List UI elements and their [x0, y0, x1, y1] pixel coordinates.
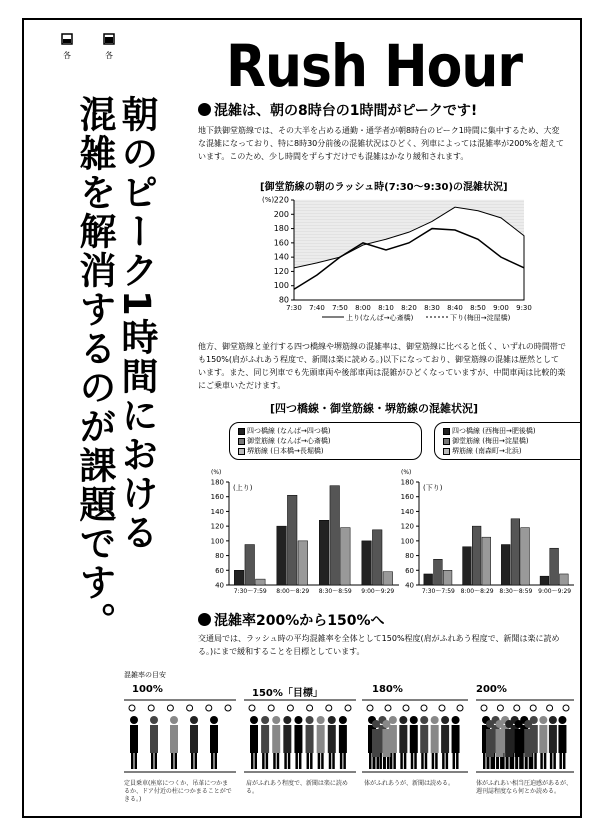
person-head-icon [150, 716, 158, 724]
person-head-icon [420, 716, 428, 724]
person-leg-icon [516, 757, 519, 769]
person-leg-icon [563, 753, 566, 769]
chart1-ytick-label: 120 [273, 266, 289, 276]
legend-line-name: 御堂筋線 [452, 437, 480, 445]
person-leg-icon [559, 753, 562, 769]
chart1-ytick-label: 140 [273, 252, 289, 262]
scene-tag-100: 100% [132, 684, 163, 695]
chart1-legend-up: 上り(なんば→心斎橋) [346, 314, 414, 322]
person-body-icon [272, 725, 280, 753]
strap-icon [268, 705, 274, 711]
chart1-xtick-label: 7:40 [309, 304, 325, 312]
person-body-icon [524, 729, 532, 757]
legend-route: (西梅田→肥後橋) [482, 427, 536, 435]
person-leg-icon [310, 753, 313, 769]
person-leg-icon [529, 757, 532, 769]
strap-icon [206, 705, 212, 711]
bar-ytick-label: 140 [210, 507, 224, 516]
person-body-icon [382, 729, 390, 757]
person-body-icon [496, 729, 504, 757]
person-body-icon [261, 725, 269, 753]
person-body-icon [539, 725, 547, 753]
person-leg-icon [519, 757, 522, 769]
strap-icon [563, 705, 569, 711]
bar-ytick-label: 60 [405, 566, 414, 575]
person-body-icon [441, 725, 449, 753]
person-leg-icon [387, 757, 390, 769]
scene-caption-100: 定員乗車(座席につくか、吊革につかまるか、ドア付近の柱につかまることができる。) [124, 780, 232, 803]
legend-route: (梅田→淀屋橋) [482, 437, 529, 445]
person-body-icon [549, 725, 557, 753]
person-leg-icon [453, 753, 456, 769]
strap-icon [307, 705, 313, 711]
person-leg-icon [383, 757, 386, 769]
scene-tag-200: 200% [476, 684, 507, 695]
bar-ytick-label: 100 [210, 537, 224, 546]
legend-route: (南森町→北浜) [475, 447, 522, 455]
person-leg-icon [510, 757, 512, 769]
person-head-icon [272, 716, 280, 724]
person-leg-icon [266, 753, 269, 769]
chart1-ytick-label: 100 [273, 281, 289, 291]
person-leg-icon [255, 753, 258, 769]
person-head-icon [261, 716, 269, 724]
bar-ytick-label: 80 [215, 552, 224, 561]
person-leg-icon [393, 753, 396, 769]
person-leg-icon [525, 757, 528, 769]
bar-ytick-label: 120 [210, 522, 224, 531]
person-body-icon [505, 729, 513, 757]
bar-xtick-label: 8:00〜8:29 [460, 588, 494, 595]
person-head-icon [431, 716, 439, 724]
chart1-xtick-label: 9:30 [516, 304, 532, 312]
person-head-icon [515, 720, 523, 728]
person-leg-icon [544, 753, 547, 769]
strap-icon [187, 705, 193, 711]
legend-line-name: 四つ橋線 [247, 427, 275, 435]
person-head-icon [372, 720, 380, 728]
person-head-icon [486, 720, 494, 728]
bar-ytick-label: 100 [400, 537, 414, 546]
poster-page [22, 18, 582, 818]
strap-icon [326, 705, 332, 711]
person-body-icon [283, 725, 291, 753]
section1-body: 地下鉄御堂筋線では、その大半を占める通勤・通学者が朝8時台のピーク1時間に集中するため、大変な混雑になっており、特に8時30分前後の混雑状況はひどく、列車によっては混雑率が200%を超えています。このため、少し時間をずらすだけでも混雑はかなり緩和されます。 [198, 126, 564, 161]
person-body-icon [515, 729, 523, 757]
chart1-xtick-label: 7:30 [286, 304, 302, 312]
person-leg-icon [435, 753, 438, 769]
person-leg-icon [404, 753, 407, 769]
chart1-ytick-label: 160 [273, 238, 289, 248]
legend-line-name: 堺筋線 [247, 447, 268, 455]
vertical-title-line-1: 朝のピーク1時間における [115, 95, 158, 552]
person-leg-icon [553, 753, 556, 769]
section3-body: 交通局では、ラッシュ時の平均混雑率を全体として150%程度(肩がふれあう程度で、新聞は楽に読める。)にまで緩和することを目標としています。 [198, 634, 560, 656]
person-leg-icon [534, 753, 537, 769]
section1-headline-text: 混雑は、朝の8時台の1時間がピークです! [214, 103, 478, 119]
strap-icon [367, 705, 373, 711]
strap-icon [457, 705, 463, 711]
legend-route: (日本橋→長堀橋) [270, 447, 324, 455]
bar-xtick-label: 7:30〜7:59 [421, 588, 455, 595]
bar-ytick-label: 40 [405, 581, 414, 590]
scenes-label: 混雑率の目安 [124, 671, 166, 679]
person-head-icon [524, 720, 532, 728]
person-head-icon [283, 716, 291, 724]
person-head-icon [190, 716, 198, 724]
person-leg-icon [340, 753, 343, 769]
chart1-xtick-label: 8:50 [470, 304, 486, 312]
bar-xtick-label: 9:00〜9:29 [538, 588, 572, 595]
bar-ytick-label: 140 [400, 507, 414, 516]
legend-line-name: 堺筋線 [452, 447, 473, 455]
chart1-unit-label: (%) [262, 196, 275, 204]
bar-chart-title: (上り) [233, 484, 253, 492]
chart2-title: [四つ橋線・御堂筋線・堺筋線の混雑状況] [270, 402, 479, 415]
strap-icon [530, 705, 536, 711]
person-head-icon [496, 720, 504, 728]
person-leg-icon [321, 753, 324, 769]
strap-icon [481, 705, 487, 711]
strap-icon [547, 705, 553, 711]
person-head-icon [294, 716, 302, 724]
bar-ytick-label: 180 [400, 478, 414, 487]
icon-caption-1: 各 [63, 51, 71, 60]
icon-caption-2: 各 [105, 51, 113, 60]
person-head-icon [317, 716, 325, 724]
legend-route: (なんば→四つ橋) [277, 427, 331, 435]
person-leg-icon [421, 753, 424, 769]
strap-icon [403, 705, 409, 711]
person-leg-icon [456, 753, 459, 769]
page-title: Rush Hour [225, 33, 523, 101]
bar-xtick-label: 7:30〜7:59 [233, 588, 267, 595]
person-leg-icon [307, 753, 310, 769]
bar-ytick-label: 40 [215, 581, 224, 590]
person-body-icon [486, 729, 494, 757]
person-leg-icon [411, 753, 414, 769]
person-body-icon [294, 725, 302, 753]
chart1-legend-down: 下り(梅田→淀屋橋) [450, 314, 511, 322]
section2-body: 他方、御堂筋線と並行する四つ橋線や堺筋線の混雑率は、御堂筋線に比べると低く、いずれの時間帯でも150%(肩がふれあう程度で、新聞は楽に読める。)以下になっており、御堂筋線の混雑は歴然としています。また、同じ列車でも先頭車両や後部車両は混雑がひどくなっていますが、中間車両は比較的楽にご乗車いただけます。 [198, 342, 566, 390]
person-leg-icon [135, 753, 138, 769]
person-leg-icon [414, 753, 417, 769]
strap-icon [167, 705, 173, 711]
person-leg-icon [318, 753, 321, 769]
scene-caption-150: 肩がふれあう程度で、新聞は楽に読める。 [246, 780, 348, 795]
person-head-icon [250, 716, 258, 724]
person-head-icon [441, 716, 449, 724]
person-leg-icon [215, 753, 218, 769]
person-head-icon [210, 716, 218, 724]
bar-ytick-label: 160 [400, 493, 414, 502]
chart1-xtick-label: 8:00 [355, 304, 371, 312]
person-leg-icon [262, 753, 265, 769]
strap-icon [287, 705, 293, 711]
person-leg-icon [288, 753, 291, 769]
person-leg-icon [273, 753, 276, 769]
person-leg-icon [171, 753, 174, 769]
person-head-icon [399, 716, 407, 724]
person-body-icon [317, 725, 325, 753]
person-leg-icon [131, 753, 134, 769]
person-body-icon [420, 725, 428, 753]
bar-xtick-label: 8:00〜8:29 [276, 588, 310, 595]
person-body-icon [250, 725, 258, 753]
person-leg-icon [151, 753, 154, 769]
person-body-icon [190, 725, 198, 753]
person-body-icon [410, 725, 418, 753]
bar-xtick-label: 9:00〜9:29 [361, 588, 395, 595]
person-head-icon [339, 716, 347, 724]
bar-ytick-label: 60 [215, 566, 224, 575]
legend-line-name: 御堂筋線 [247, 437, 275, 445]
person-leg-icon [277, 753, 280, 769]
bar-chart-title: (下り) [423, 484, 443, 492]
person-leg-icon [487, 757, 490, 769]
person-head-icon [505, 720, 513, 728]
vertical-title-line-2: 混雑を解消するのが課題です。 [73, 95, 116, 641]
person-leg-icon [299, 753, 302, 769]
person-leg-icon [400, 753, 403, 769]
person-head-icon [539, 716, 547, 724]
person-head-icon [549, 716, 557, 724]
person-body-icon [339, 725, 347, 753]
person-head-icon [410, 716, 418, 724]
strap-icon [148, 705, 154, 711]
bar-ytick-label: 80 [405, 552, 414, 561]
strap-icon [345, 705, 351, 711]
person-leg-icon [377, 757, 380, 769]
person-leg-icon [195, 753, 198, 769]
person-body-icon [306, 725, 314, 753]
person-leg-icon [497, 757, 500, 769]
chart1-ytick-label: 80 [278, 295, 289, 305]
person-leg-icon [491, 757, 494, 769]
chart1-title: [御堂筋線の朝のラッシュ時(7:30〜9:30)の混雑状況] [260, 182, 508, 193]
person-leg-icon [540, 753, 543, 769]
person-leg-icon [442, 753, 445, 769]
chart1-xtick-label: 7:50 [332, 304, 348, 312]
person-leg-icon [425, 753, 428, 769]
strap-icon [514, 705, 520, 711]
person-leg-icon [432, 753, 435, 769]
person-leg-icon [446, 753, 449, 769]
person-leg-icon [343, 753, 346, 769]
person-leg-icon [155, 753, 158, 769]
section3-headline-text: 混雑率200%から150%へ [214, 613, 385, 629]
person-leg-icon [506, 757, 509, 769]
bar-xtick-label: 8:30〜8:59 [318, 588, 352, 595]
person-leg-icon [483, 753, 486, 769]
person-leg-icon [329, 753, 332, 769]
legend-route: (なんば→心斎橋) [277, 437, 331, 445]
scene-caption-180: 体がふれあうが、新聞は読める。 [364, 780, 455, 787]
person-head-icon [306, 716, 314, 724]
person-leg-icon [332, 753, 335, 769]
bar-ytick-label: 120 [400, 522, 414, 531]
scene-tag-180: 180% [372, 684, 403, 695]
bar-unit-label: (%) [401, 469, 412, 476]
legend-line-name: 四つ橋線 [452, 427, 480, 435]
person-head-icon [328, 716, 336, 724]
strap-icon [249, 705, 255, 711]
person-body-icon [150, 725, 158, 753]
person-head-icon [452, 716, 460, 724]
person-leg-icon [251, 753, 254, 769]
person-leg-icon [550, 753, 553, 769]
person-body-icon [372, 729, 380, 757]
person-body-icon [399, 725, 407, 753]
scene-tag-150: 150%「目標」 [252, 688, 323, 699]
strap-icon [129, 705, 135, 711]
person-body-icon [130, 725, 138, 753]
person-head-icon [170, 716, 178, 724]
person-body-icon [170, 725, 178, 753]
chart1-ytick-label: 180 [273, 224, 289, 234]
person-leg-icon [500, 757, 503, 769]
person-head-icon [130, 716, 138, 724]
person-body-icon [328, 725, 336, 753]
person-leg-icon [175, 753, 178, 769]
bar-ytick-label: 160 [210, 493, 224, 502]
chart1-ytick-label: 220 [273, 195, 289, 205]
chart1-xtick-label: 9:00 [493, 304, 509, 312]
chart1-ytick-label: 200 [273, 209, 289, 219]
chart1-xtick-label: 8:20 [401, 304, 417, 312]
person-leg-icon [191, 753, 194, 769]
strap-icon [497, 705, 503, 711]
person-body-icon [431, 725, 439, 753]
bar-ytick-label: 180 [210, 478, 224, 487]
chart1-xtick-label: 8:10 [378, 304, 394, 312]
person-body-icon [558, 725, 566, 753]
person-body-icon [452, 725, 460, 753]
bar-unit-label: (%) [211, 469, 222, 476]
scene-caption-200: 体がふれあい相当圧迫感があるが、週刊誌程度なら何とか読める。 [476, 780, 573, 795]
strap-icon [421, 705, 427, 711]
person-leg-icon [211, 753, 214, 769]
person-leg-icon [284, 753, 287, 769]
person-head-icon [382, 720, 390, 728]
crowding-illustrations [24, 20, 580, 818]
person-leg-icon [373, 757, 376, 769]
strap-icon [225, 705, 231, 711]
strap-icon [439, 705, 445, 711]
chart1-xtick-label: 8:30 [424, 304, 440, 312]
person-body-icon [210, 725, 218, 753]
bar-xtick-label: 8:30〜8:59 [499, 588, 533, 595]
person-leg-icon [369, 753, 372, 769]
person-leg-icon [295, 753, 298, 769]
strap-icon [385, 705, 391, 711]
person-head-icon [558, 716, 566, 724]
chart1-xtick-label: 8:40 [447, 304, 463, 312]
